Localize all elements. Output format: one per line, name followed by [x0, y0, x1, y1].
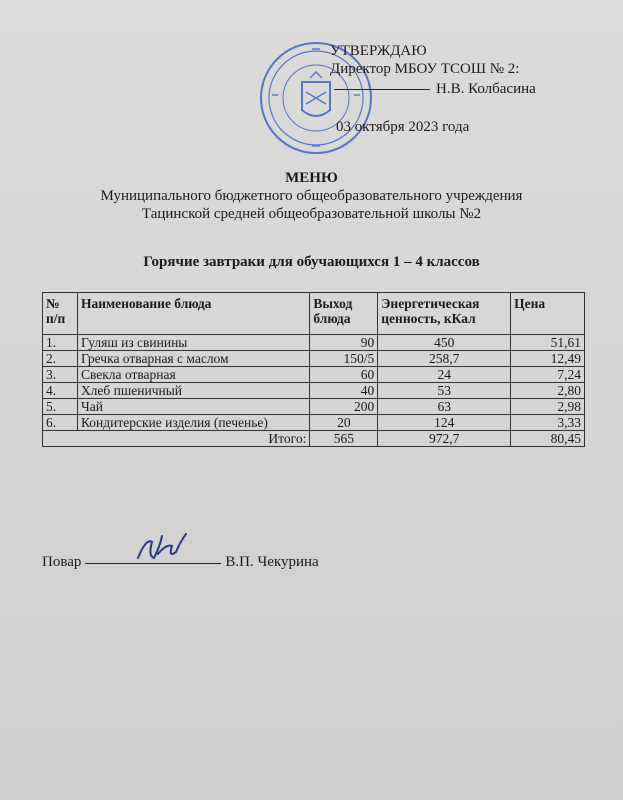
dish-price: 2,80 — [511, 383, 585, 399]
dish-kcal: 258,7 — [378, 351, 511, 367]
dish-name: Кондитерские изделия (печенье) — [77, 415, 309, 431]
row-number: 4. — [43, 383, 78, 399]
approval-signer: Н.В. Колбасина — [436, 81, 536, 97]
signature-line — [334, 89, 430, 90]
approval-heading: УТВЕРЖДАЮ — [330, 43, 427, 59]
row-number: 2. — [43, 351, 78, 367]
table-row — [43, 399, 585, 415]
total-label: Итого: — [43, 431, 310, 447]
table-row — [43, 351, 585, 367]
cook-signature-row — [42, 554, 319, 571]
dish-name: Свекла отварная — [77, 367, 309, 383]
table-row — [43, 367, 585, 383]
row-number: 1. — [43, 335, 78, 351]
column-header: Энергетическая ценность, кКал — [378, 293, 511, 335]
dish-output: 20 — [310, 415, 378, 431]
dish-kcal: 24 — [378, 367, 511, 383]
total-kcal: 972,7 — [378, 431, 511, 447]
dish-kcal: 63 — [378, 399, 511, 415]
column-header: Цена — [511, 293, 585, 335]
dish-name: Гуляш из свинины — [77, 335, 309, 351]
row-number: 6. — [43, 415, 78, 431]
table-row — [43, 335, 585, 351]
dish-output: 60 — [310, 367, 378, 383]
document-title: МЕНЮ — [285, 170, 338, 186]
dish-price: 2,98 — [511, 399, 585, 415]
approval-position: Директор МБОУ ТСОШ № 2: — [330, 61, 520, 77]
menu-table — [42, 292, 585, 447]
table-row — [43, 383, 585, 399]
org-name-line2: Тацинской средней общеобразовательной школы №2 — [141, 206, 482, 222]
signature-line — [85, 563, 221, 564]
column-header: Наименование блюда — [77, 293, 309, 335]
dish-price: 7,24 — [511, 367, 585, 383]
menu-subtitle: Горячие завтраки для обучающихся 1 – 4 классов — [143, 254, 480, 270]
approval-date: 03 октября 2023 года — [336, 119, 470, 135]
dish-kcal: 450 — [378, 335, 511, 351]
row-number: 5. — [43, 399, 78, 415]
dish-kcal: 53 — [378, 383, 511, 399]
table-header-row — [43, 293, 585, 335]
total-output: 565 — [310, 431, 378, 447]
dish-output: 150/5 — [310, 351, 378, 367]
cook-name: В.П. Чекурина — [225, 554, 319, 570]
dish-price: 12,49 — [511, 351, 585, 367]
table-total-row — [43, 431, 585, 447]
table-row — [43, 415, 585, 431]
dish-price: 51,61 — [511, 335, 585, 351]
org-name-line1: Муниципального бюджетного общеобразовательного учреждения — [100, 188, 523, 204]
dish-output: 200 — [310, 399, 378, 415]
dish-name: Гречка отварная с маслом — [77, 351, 309, 367]
column-header: Выход блюда — [310, 293, 378, 335]
dish-price: 3,33 — [511, 415, 585, 431]
cook-label: Повар — [42, 554, 82, 570]
dish-name: Чай — [77, 399, 309, 415]
column-header: № п/п — [43, 293, 78, 335]
dish-output: 90 — [310, 335, 378, 351]
dish-kcal: 124 — [378, 415, 511, 431]
dish-name: Хлеб пшеничный — [77, 383, 309, 399]
row-number: 3. — [43, 367, 78, 383]
total-price: 80,45 — [511, 431, 585, 447]
dish-output: 40 — [310, 383, 378, 399]
approval-signature-row — [334, 80, 536, 98]
